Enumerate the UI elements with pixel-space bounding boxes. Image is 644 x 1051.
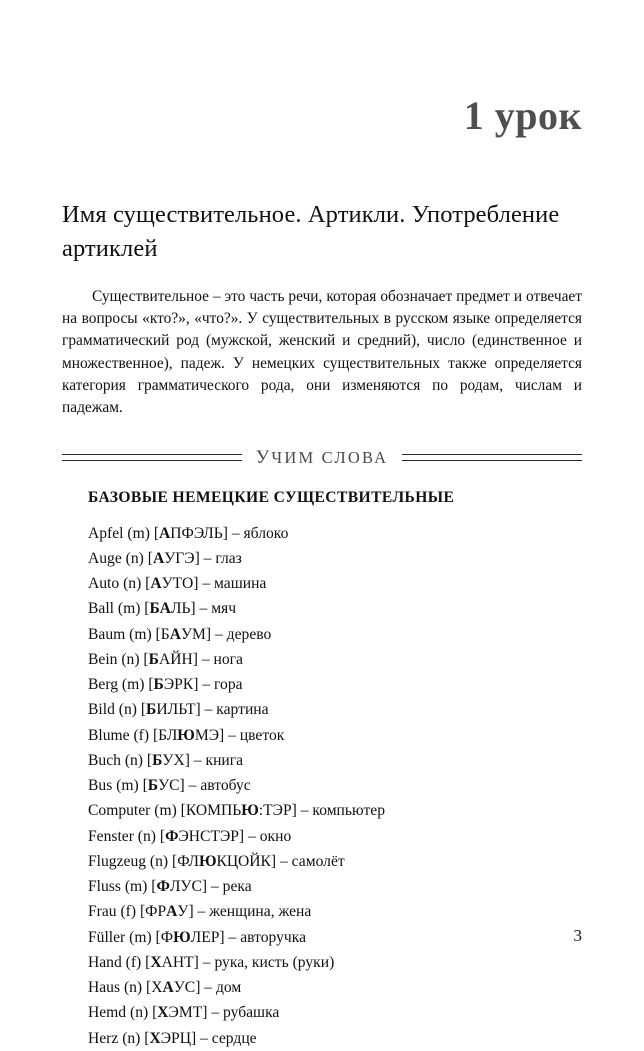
list-item <box>88 697 582 722</box>
vocab-word: Ball (m) [ <box>88 600 150 618</box>
vocab-word: Auto (n) [ <box>88 575 151 593</box>
vocab-translation: УС] – автобус <box>158 777 251 795</box>
vocab-stress: А <box>152 549 165 567</box>
list-item <box>88 571 582 596</box>
vocab-translation: УС] – дом <box>173 979 242 997</box>
list-item <box>88 596 582 621</box>
vocab-translation: УТО] – машина <box>161 575 267 593</box>
list-item <box>88 521 582 546</box>
list-item <box>88 1000 582 1025</box>
vocab-stress: Х <box>150 953 162 971</box>
intro-paragraph: Существительное – это часть речи, которая обозначает предмет и отвечает на вопросы «кто?», «что?». У существительных в русском языке определяется грамматический род (мужской, женский и средний), число (единственное и множественное), падеж. У немецких существительных также определяется категория грамматического рода, они изменяются по родам, числам и падежам. <box>62 287 582 417</box>
list-item <box>88 672 582 697</box>
vocab-translation: КЦОЙК] – самолёт <box>216 852 345 870</box>
page-number: 3 <box>573 926 582 945</box>
list-item <box>88 798 582 823</box>
vocab-word: Apfel (m) [ <box>88 524 160 542</box>
vocab-translation: ЛЕР] – авторучка <box>190 928 306 946</box>
vocab-translation: :ТЭР] – компьютер <box>258 802 385 820</box>
list-item <box>88 950 582 975</box>
vocab-stress: Ю <box>241 802 259 820</box>
vocab-stress: Б <box>147 777 159 795</box>
vocab-stress: Ю <box>173 928 191 946</box>
vocab-word: Haus (n) [Х <box>88 979 163 997</box>
divider-line-left <box>62 454 242 461</box>
vocab-stress: Ю <box>177 726 195 744</box>
vocab-translation: ПФЭЛЬ] – яблоко <box>170 524 289 542</box>
list-item <box>88 899 582 924</box>
vocab-word: Bein (n) [ <box>88 650 149 668</box>
vocab-stress: А <box>162 979 174 997</box>
list-item <box>88 874 582 899</box>
vocab-word: Computer (m) [КОМПЬ <box>88 802 242 820</box>
vocab-stress: Б <box>148 650 159 668</box>
divider-label <box>256 447 388 469</box>
list-item <box>88 546 582 571</box>
vocab-stress: Х <box>149 1029 161 1047</box>
vocab-translation: ЭМТ] – рубашка <box>168 1004 280 1022</box>
vocab-stress: А <box>169 625 181 643</box>
vocab-word: Fenster (n) [ <box>88 827 166 845</box>
vocab-word: Buch (n) [ <box>88 751 153 769</box>
list-item <box>88 723 582 748</box>
list-item <box>88 1026 582 1051</box>
vocab-word: Hemd (n) [ <box>88 1004 158 1022</box>
vocab-translation: ЭРК] – гора <box>163 676 243 694</box>
vocab-stress: Ф <box>156 878 170 896</box>
list-item <box>88 975 582 1000</box>
vocab-translation: АНТ] – рука, кисть (руки) <box>161 953 335 971</box>
list-item <box>88 849 582 874</box>
vocab-translation: ЭНСТЭР] – окно <box>178 827 292 845</box>
vocab-stress: А <box>159 524 171 542</box>
vocab-stress: Ф <box>165 827 179 845</box>
vocab-stress: А <box>150 575 162 593</box>
vocab-word: Flugzeug (n) [ФЛ <box>88 852 199 870</box>
vocabulary-list <box>62 507 582 1051</box>
vocab-word: Bus (m) [ <box>88 777 148 795</box>
vocab-translation: ЛУС] – река <box>169 878 252 896</box>
vocab-translation: МЭ] – цветок <box>194 726 285 744</box>
vocab-stress: Б <box>153 676 164 694</box>
vocab-title: БАЗОВЫЕ НЕМЕЦКИЕ СУЩЕСТВИТЕЛЬНЫЕ <box>88 488 455 506</box>
list-item <box>88 925 582 950</box>
vocab-word: Bild (n) [ <box>88 701 147 719</box>
vocab-translation: ЭРЦ] – сердце <box>160 1029 257 1047</box>
vocab-translation: ЛЬ] – мяч <box>170 600 237 618</box>
vocab-stress: Х <box>157 1004 169 1022</box>
vocab-translation: У] – женщина, жена <box>177 903 312 921</box>
list-item <box>88 824 582 849</box>
divider-label-capital: У <box>255 446 272 468</box>
vocab-word: Hand (f) [ <box>88 953 151 971</box>
vocab-word: Blume (f) [БЛ <box>88 726 178 744</box>
vocab-word: Baum (m) [Б <box>88 625 170 643</box>
vocab-translation: УМ] – дерево <box>180 625 272 643</box>
vocab-word: Füller (m) [Ф <box>88 928 174 946</box>
vocab-stress: Ю <box>198 852 217 870</box>
vocab-stress: Б <box>152 751 163 769</box>
divider-label-rest: ЧИМ СЛОВА <box>271 447 389 467</box>
vocab-word: Auge (n) [ <box>88 549 153 567</box>
list-item <box>88 622 582 647</box>
vocab-word: Herz (n) [ <box>88 1029 150 1047</box>
vocab-translation: ИЛЬТ] – картина <box>156 701 269 719</box>
vocab-stress: А <box>166 903 178 921</box>
vocab-word: Frau (f) [ФР <box>88 903 167 921</box>
list-item <box>88 647 582 672</box>
vocab-word: Berg (m) [ <box>88 676 154 694</box>
vocab-stress: Б <box>146 701 157 719</box>
divider-line-right <box>402 454 582 461</box>
list-item <box>88 773 582 798</box>
section-divider <box>62 447 582 469</box>
list-item <box>88 748 582 773</box>
vocab-translation: АЙН] – нога <box>158 650 243 668</box>
vocab-word: Fluss (m) [ <box>88 878 157 896</box>
vocab-translation: УХ] – книга <box>162 751 244 769</box>
page-title: 1 урок <box>463 93 582 138</box>
vocab-translation: УГЭ] – глаз <box>164 549 242 567</box>
vocab-stress: БА <box>149 600 171 618</box>
section-heading: Имя существительное. Артикли. Употребление артиклей <box>62 201 560 262</box>
